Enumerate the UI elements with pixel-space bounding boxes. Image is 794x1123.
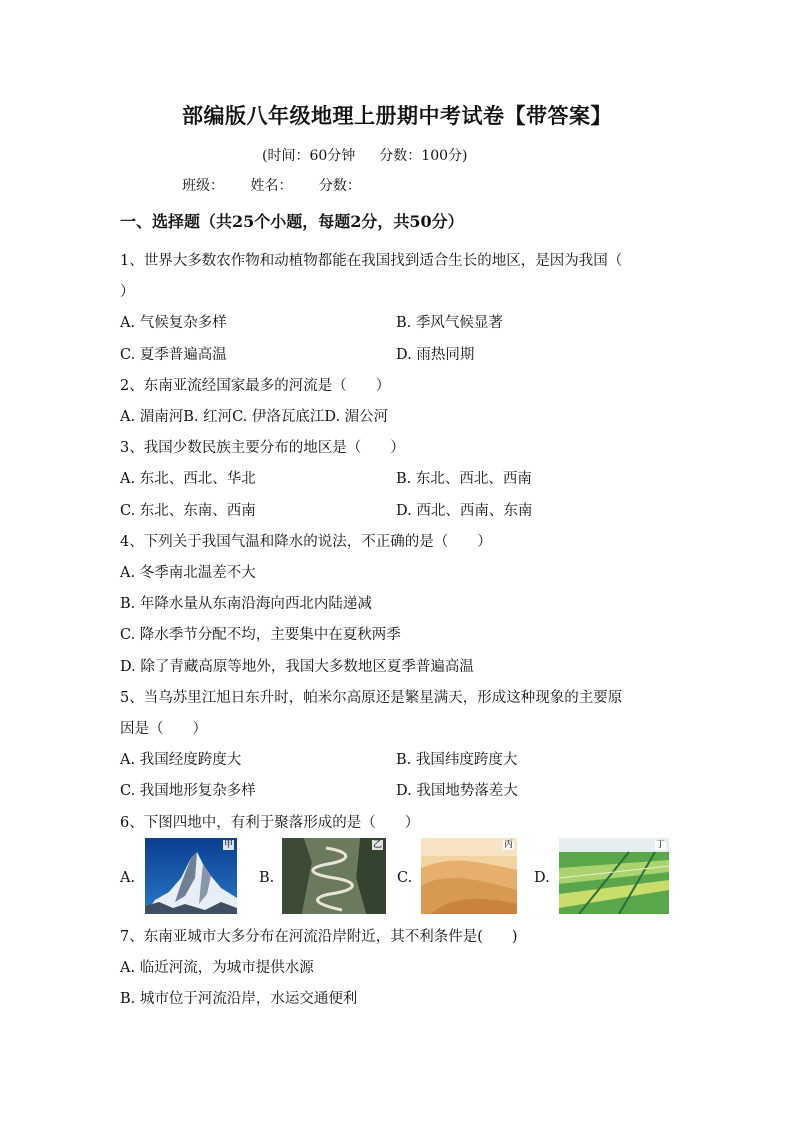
- q4-option-d: D. 除了青藏高原等地外，我国大多数地区夏季普遍高温: [120, 659, 474, 675]
- q4-option-a: A. 冬季南北温差不大: [120, 565, 256, 581]
- q1-option-d: D. 雨热同期: [396, 347, 475, 363]
- farmland-photo: [559, 838, 669, 914]
- desert-dunes-photo: [421, 838, 517, 914]
- q6-label-a: A.: [120, 870, 136, 886]
- q5-stem-cont: 因是（ ）: [120, 721, 207, 737]
- q2-options: A. 湄南河B. 红河C. 伊洛瓦底江D. 湄公河: [120, 409, 389, 425]
- page-title: 部编版八年级地理上册期中考试卷【带答案】: [182, 103, 612, 128]
- q7-option-a: A. 临近河流，为城市提供水源: [120, 960, 314, 976]
- q6-label-c: C.: [397, 870, 413, 886]
- q3-stem: 3、我国少数民族主要分布的地区是（ ）: [120, 440, 405, 456]
- q6-tag-b: 乙: [372, 840, 382, 850]
- q5-option-d: D. 我国地势落差大: [396, 783, 518, 799]
- exam-subtitle: [262, 145, 467, 165]
- q1-stem: 1、世界大多数农作物和动植物都能在我国找到适合生长的地区，是因为我国（: [120, 253, 623, 269]
- q6-label-d: D.: [534, 870, 550, 886]
- q6-image-options: [0, 838, 794, 918]
- winding-road-photo: [282, 838, 386, 914]
- q1-option-b: B. 季风气候显著: [396, 315, 503, 331]
- q5-stem: 5、当乌苏里江旭日东升时，帕米尔高原还是繁星满天，形成这种现象的主要原: [120, 690, 623, 706]
- q7-option-b: B. 城市位于河流沿岸，水运交通便利: [120, 991, 358, 1007]
- q6-tag-d: 丁: [655, 840, 665, 850]
- q7-stem: 7、东南亚城市大多分布在河流沿岸附近，其不利条件是( ): [120, 929, 518, 945]
- q1-stem-cont: ）: [120, 284, 135, 300]
- name-label: 姓名：: [250, 178, 293, 194]
- q5-option-b: B. 我国纬度跨度大: [396, 752, 518, 768]
- q2-stem: 2、东南亚流经国家最多的河流是（ ）: [120, 378, 391, 394]
- q3-option-a: A. 东北、西北、华北: [120, 471, 256, 487]
- class-label: 班级：: [182, 178, 224, 194]
- q4-option-c: C. 降水季节分配不均，主要集中在夏秋两季: [120, 627, 401, 643]
- q6-label-b: B.: [259, 870, 275, 886]
- snow-mountain-photo: [145, 838, 237, 914]
- q1-option-c: C. 夏季普遍高温: [120, 347, 227, 363]
- score-label: 分数：: [318, 178, 361, 194]
- q3-option-c: C. 东北、东南、西南: [120, 503, 256, 519]
- q6-tag-a: 甲: [223, 840, 233, 850]
- student-info: [182, 175, 383, 195]
- total-score: 分数：100分): [379, 148, 468, 164]
- q3-option-d: D. 西北、西南、东南: [396, 503, 533, 519]
- q6-stem: 6、下图四地中，有利于聚落形成的是（ ）: [120, 815, 420, 831]
- time-limit: (时间：60分钟: [262, 148, 356, 164]
- q4-option-b: B. 年降水量从东南沿海向西北内陆递减: [120, 596, 372, 612]
- q5-option-c: C. 我国地形复杂多样: [120, 783, 256, 799]
- q1-option-a: A. 气候复杂多样: [120, 315, 227, 331]
- q4-stem: 4、下列关于我国气温和降水的说法，不正确的是（ ）: [120, 534, 492, 550]
- q3-option-b: B. 东北、西北、西南: [396, 471, 532, 487]
- q6-tag-c: 丙: [503, 840, 513, 850]
- section-heading: 一、选择题（共25个小题，每题2分，共50分）: [120, 212, 464, 231]
- q5-option-a: A. 我国经度跨度大: [120, 752, 242, 768]
